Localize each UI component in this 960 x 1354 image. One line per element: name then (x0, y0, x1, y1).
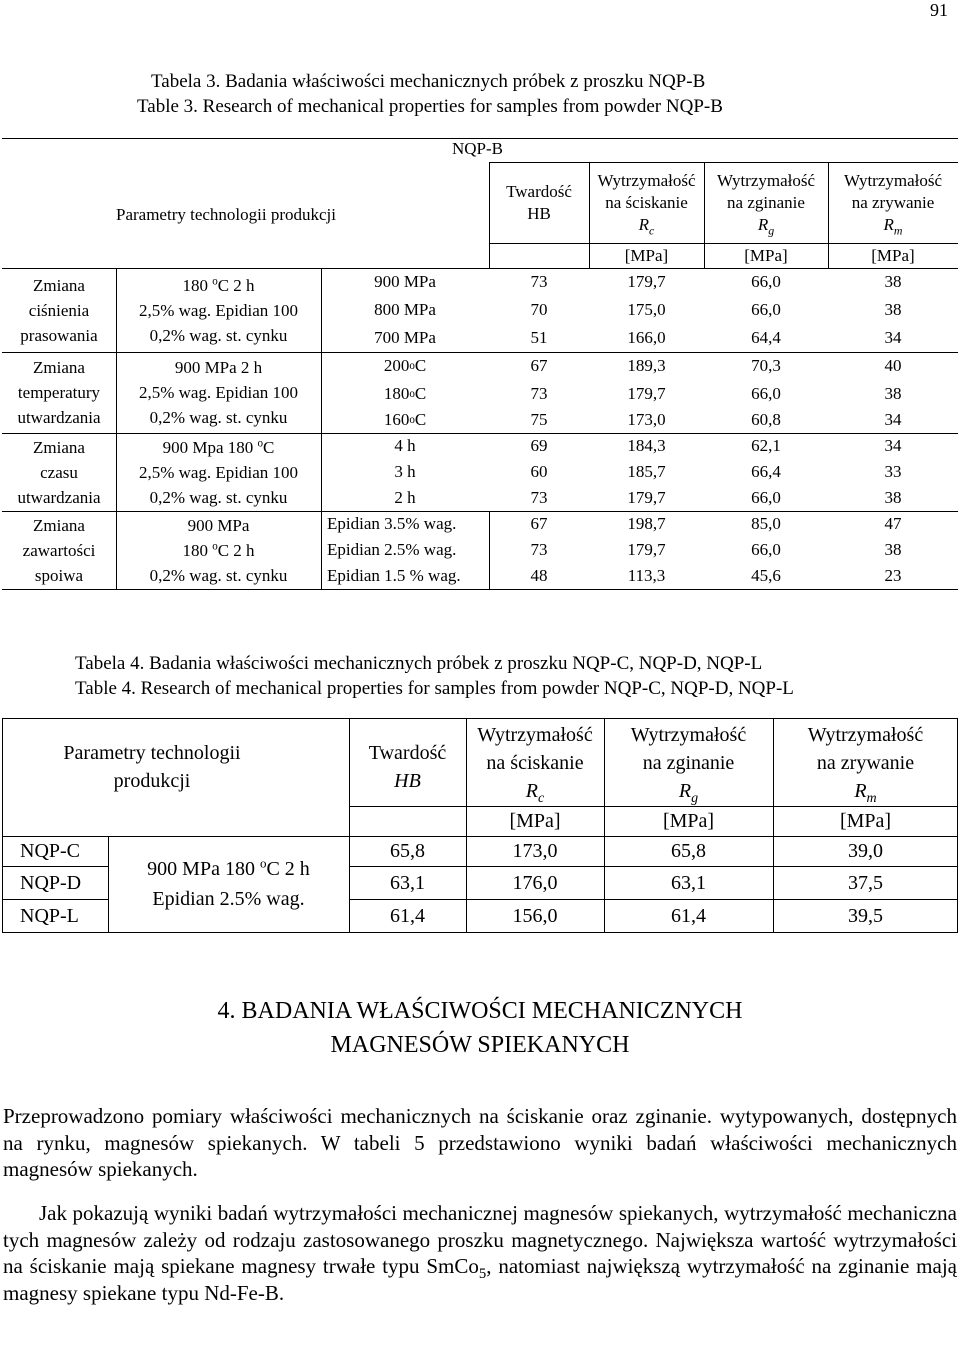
table3-rm-value: 23 (884, 566, 902, 585)
table4-rule (773, 718, 774, 932)
section-paragraph-2 (3, 1200, 957, 1306)
table4-rule (349, 899, 958, 900)
table-rule (828, 162, 829, 268)
table3-unit-label: [MPa] (624, 246, 669, 265)
table3-hb-value: 73 (530, 272, 548, 291)
table3-variable-value: 180 o C (383, 383, 427, 403)
table4-rule (349, 866, 958, 867)
table3-variable-value: 4 h (394, 436, 416, 455)
table4-caption-pl: Tabela 4. Badania właściwości mechanicznych próbek z proszku NQP-C, NQP-D, NQP-L (75, 653, 763, 674)
section-paragraph-1: Przeprowadzono pomiary właściwości mechanicznych na ściskanie oraz zginanie. wytypowanych, dostępnych na rynku, magnesów spiekanych. W tabeli 5 przedstawiono wyniki badań właściwości mechanicznych magnesów spiekanych. (3, 1104, 957, 1181)
table4-rule (349, 806, 958, 807)
table4-params-header: Parametry technologii produkcji (63, 742, 241, 792)
table-rule (489, 162, 490, 268)
table3-hb-value: 73 (530, 488, 548, 507)
table3-unit-label: [MPa] (871, 246, 915, 265)
table3-rg-value: 70,3 (751, 356, 781, 375)
table3-hb-value: 67 (530, 514, 548, 533)
table3-variable-value: 800 MPa (374, 300, 436, 319)
table4-hardness-header: Twardość HB (368, 742, 447, 792)
table4-unit-label: [MPa] (662, 810, 715, 832)
table3-rc-value: 113,3 (627, 566, 666, 585)
table4-sample-name: NQP-L (20, 904, 79, 927)
table3-group-params: 900 MPa 180 $^o$C 2 h 0,2% wag. st. cynku (149, 515, 288, 585)
table3-group-label: Zmiana ciśnienia prasowania (20, 275, 98, 345)
table4-hb-value: 65,8 (390, 840, 425, 862)
table3-variable-value: 2 h (394, 488, 416, 507)
table3-rg-value: 60,8 (751, 410, 781, 429)
table3-hb-value: 75 (530, 410, 548, 429)
table3-hardness-header: Twardość HB (506, 182, 572, 223)
table3-hb-value: 73 (530, 540, 548, 559)
table3-top-rule (2, 138, 958, 139)
table3-hb-value: 70 (530, 300, 548, 319)
table4-compress-header: Wytrzymałość na ściskanie $R_c$ (477, 724, 593, 806)
table3-hb-value: 69 (530, 436, 548, 455)
table4-rule (2, 836, 958, 837)
table4-hb-value: 61,4 (390, 904, 425, 927)
table4-rule (604, 718, 605, 932)
table3-rg-value: 66,0 (751, 300, 781, 319)
table-rule (589, 162, 590, 268)
table3-rc-value: 179,7 (627, 272, 666, 291)
table3-group-label: Zmiana zawartości spoiwa (22, 515, 96, 585)
table3-variable-value: 900 MPa (374, 272, 436, 291)
table4-unit-label: [MPa] (839, 810, 892, 832)
table4-rule (2, 932, 958, 933)
table3-rm-value: 34 (884, 328, 902, 347)
table3-hb-value: 51 (530, 328, 548, 347)
section-heading: 4. BADANIA WŁAŚCIWOŚCI MECHANICZNYCH MAGNESÓW SPIEKANYCH (217, 998, 743, 1058)
table-rule (704, 162, 705, 268)
table4-rule (349, 718, 350, 932)
table3-rm-value: 34 (884, 410, 902, 429)
page-number: 91 (930, 0, 948, 20)
paragraph-2-text: Jak pokazują wyniki badań wytrzymałości mechanicznej magnesów spiekanych, wytrzymałość mechaniczna tych magnesów zależy od rodzaju zastosowanego proszku magnetycznego. Największa wartość wytrzymałości na ściskanie mają spiekane magnesy trwałe typu SmCo$_5$, natomiast największą wytrzymałość na zginanie mają magnesy spiekane typu Nd-Fe-B. (3, 1201, 957, 1305)
table3-rm-value: 38 (884, 383, 902, 403)
table3-rm-value: 47 (884, 514, 902, 533)
table4-rule (108, 836, 109, 932)
table3-variable-value: Epidian 1.5 % wag. (327, 566, 461, 585)
table4-rule (466, 718, 467, 932)
table4-rc-value: 173,0 (512, 840, 558, 862)
table4-rule (957, 718, 958, 932)
table3-compress-header: Wytrzymałość na ściskanie $R_c$ (597, 171, 696, 238)
table-rule (321, 268, 322, 589)
table4-rule (2, 899, 108, 900)
table3-rg-value: 66,0 (751, 383, 781, 403)
table3-rm-value: 34 (884, 436, 902, 455)
table3-rg-value: 66,0 (751, 272, 781, 291)
table4-hb-value: 63,1 (390, 871, 425, 894)
table3-group-params: 900 Mpa 180 $^o$C 2,5% wag. Epidian 100 0,2% wag. st. cynku (138, 436, 299, 507)
table3-caption-pl: Tabela 3. Badania właściwości mechanicznych próbek z proszku NQP-B (151, 71, 706, 92)
table4-rm-value: 39,5 (848, 904, 883, 927)
table3-rg-value: 66,0 (751, 540, 781, 559)
table3-rg-value: 64,4 (751, 328, 781, 347)
table3-rm-value: 38 (884, 300, 902, 319)
table3-variable-value: 3 h (394, 462, 416, 481)
table-rule (489, 162, 958, 163)
table4-rc-value: 176,0 (512, 871, 558, 894)
table3-rg-value: 62,1 (751, 436, 781, 455)
table4-rule (2, 718, 958, 719)
table3-rm-value: 38 (884, 488, 902, 507)
table3-rc-value: 173,0 (627, 410, 666, 429)
table-rule (489, 511, 490, 589)
table3-rc-value: 166,0 (627, 328, 666, 347)
table3-params-header: Parametry technologii produkcji (116, 205, 336, 224)
table4-rg-value: 65,8 (671, 840, 706, 862)
table4-rule (2, 718, 3, 932)
table3-rc-value: 175,0 (627, 300, 666, 319)
table3-rc-value: 198,7 (627, 514, 666, 533)
table3-hb-value: 67 (530, 356, 548, 375)
table3-variable-value: 700 MPa (374, 328, 436, 347)
table3-rc-value: 184,3 (627, 436, 666, 455)
table3-group-label: Zmiana temperatury utwardzania (17, 358, 101, 427)
table-rule (489, 243, 958, 244)
table4-unit-label: [MPa] (509, 810, 561, 832)
table3-rc-value: 179,7 (627, 383, 666, 403)
table4-bend-header: Wytrzymałość na zginanie $R_g$ (630, 724, 747, 806)
table4-rc-value: 156,0 (512, 904, 558, 927)
table4-params: 900 MPa 180 $^o$C 2 h Epidian 2.5% wag. (147, 855, 310, 910)
table3-unit-label: [MPa] (744, 246, 788, 265)
table-rule (116, 268, 117, 589)
table4-caption-en: Table 4. Research of mechanical properties for samples from powder NQP-C, NQP-D, NQP-L (75, 678, 794, 699)
table3-rm-value: 33 (884, 462, 902, 481)
table4-rule (2, 866, 108, 867)
table3-bend-header: Wytrzymałość na zginanie $R_g$ (716, 171, 816, 238)
table3-variable-value: 160 o C (383, 410, 427, 429)
table4-sample-name: NQP-C (20, 840, 81, 862)
table3-variable-value: Epidian 2.5% wag. (327, 540, 457, 559)
table3-hb-value: 73 (530, 383, 548, 403)
table3-hb-value: 48 (530, 566, 548, 585)
table3-variable-value: 200 o C (383, 356, 427, 375)
table3-rm-value: 38 (884, 540, 902, 559)
table4-rm-value: 37,5 (848, 871, 883, 894)
table3-group-params: 900 MPa 2 h 2,5% wag. Epidian 100 0,2% wag. st. cynku (138, 358, 299, 427)
table3-hb-value: 60 (530, 462, 548, 481)
table3-rm-value: 38 (884, 272, 902, 291)
table3-rg-value: 66,4 (751, 462, 781, 481)
table3-tensile-header: Wytrzymałość na zrywanie $R_m$ (843, 171, 943, 238)
table4-rg-value: 63,1 (671, 871, 706, 894)
table3-rc-value: 185,7 (627, 462, 666, 481)
table3-group-label: Zmiana czasu utwardzania (17, 437, 101, 507)
table3-rc-value: 179,7 (627, 540, 666, 559)
table3-group-params: 180 $^o$C 2 h 2,5% wag. Epidian 100 0,2% wag. st. cynku (138, 274, 299, 345)
table3-rm-value: 40 (884, 356, 902, 375)
table4-rg-value: 61,4 (671, 904, 706, 927)
table3-rc-value: 179,7 (627, 488, 666, 507)
table4-sample-name: NQP-D (20, 871, 82, 894)
table3-group-rule (2, 589, 958, 590)
table3-rg-value: 66,0 (751, 488, 781, 507)
table3-rg-value: 85,0 (751, 514, 781, 533)
table3-rc-value: 189,3 (627, 356, 666, 375)
table4-tensile-header: Wytrzymałość na zrywanie $R_m$ (807, 724, 924, 806)
table3-caption-en: Table 3. Research of mechanical properties for samples from powder NQP-B (137, 96, 723, 117)
table3-variable-value: Epidian 3.5% wag. (327, 514, 457, 533)
table3-top-header: NQP-B (452, 139, 504, 158)
table4-rm-value: 39,0 (848, 840, 883, 862)
table3-rg-value: 45,6 (751, 566, 781, 585)
